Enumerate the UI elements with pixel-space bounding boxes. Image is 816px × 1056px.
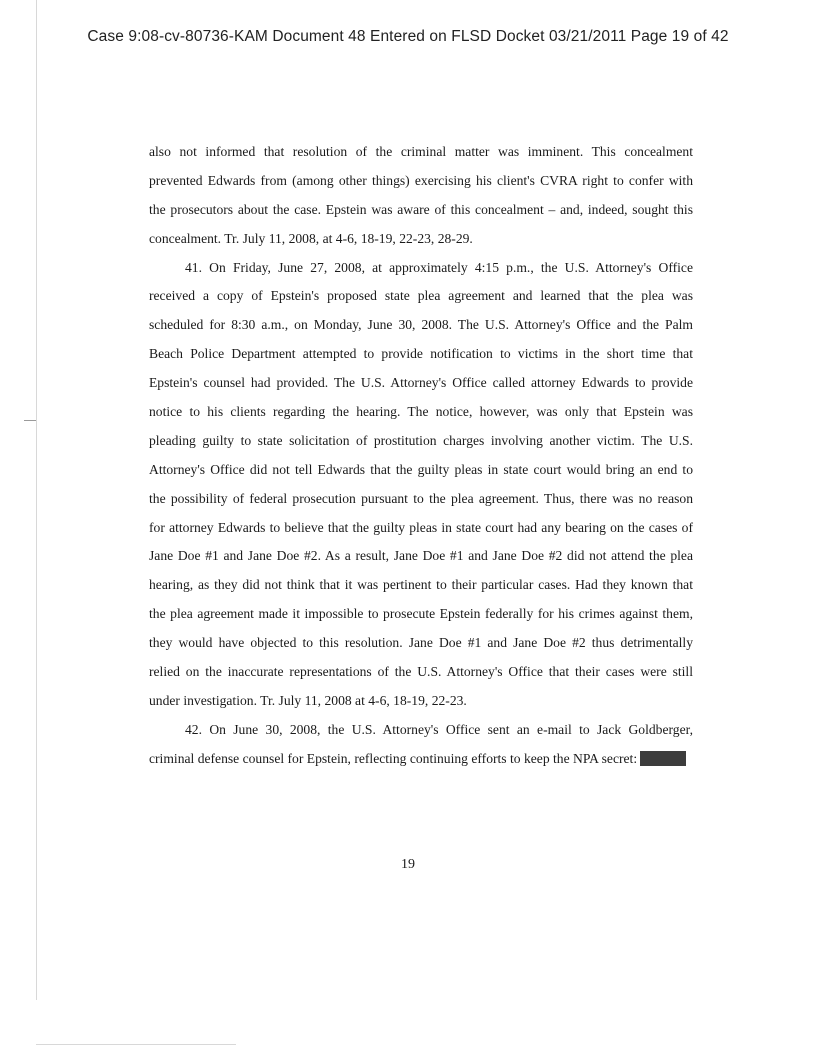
paragraph-41-first-line: 41. On Friday, June 27, 2008, at approximately 4:15 p.m., the U.S. Attorney's Office xyxy=(185,259,693,275)
text-line: they would have objected to this resolution. Jane Doe #1 and Jane Doe #2 thus detrimentally xyxy=(149,635,693,651)
document-body xyxy=(149,138,693,774)
text-line: for attorney Edwards to believe that the guilty pleas in state court had any bearing on the cases of xyxy=(149,519,693,535)
redaction-block xyxy=(640,751,686,766)
text-line: relied on the inaccurate representations of the U.S. Attorney's Office that their cases were still xyxy=(149,664,693,680)
paragraph-42-first-line: 42. On June 30, 2008, the U.S. Attorney's Office sent an e-mail to Jack Goldberger, xyxy=(185,721,693,737)
margin-tick-mark xyxy=(24,420,36,421)
text-line: Epstein's counsel had provided. The U.S. Attorney's Office called attorney Edwards to provide xyxy=(149,375,693,391)
margin-rule xyxy=(36,0,37,1000)
text-line: the plea agreement made it impossible to prosecute Epstein federally for his crimes against them, xyxy=(149,606,693,622)
text-line: Attorney's Office did not tell Edwards that the guilty pleas in state court would bring an end to xyxy=(149,461,693,477)
footer-rule xyxy=(36,1044,236,1045)
text-line: hearing, as they did not think that it was pertinent to their particular cases. Had they known that xyxy=(149,577,693,593)
text-line: scheduled for 8:30 a.m., on Monday, June 30, 2008. The U.S. Attorney's Office and the Palm xyxy=(149,317,693,333)
text-line: received a copy of Epstein's proposed state plea agreement and learned that the plea was xyxy=(149,288,693,304)
text-line: under investigation. Tr. July 11, 2008 at 4-6, 18-19, 22-23. xyxy=(149,692,467,708)
text-line: Jane Doe #1 and Jane Doe #2. As a result, Jane Doe #1 and Jane Doe #2 did not attend the plea xyxy=(149,548,693,564)
text-line: the prosecutors about the case. Epstein was aware of this concealment – and, indeed, sought this xyxy=(149,201,693,217)
text-line: the possibility of federal prosecution pursuant to the plea agreement. Thus, there was no reason xyxy=(149,490,693,506)
text-line: Beach Police Department attempted to provide notification to victims in the short time that xyxy=(149,346,693,362)
text-line: concealment. Tr. July 11, 2008, at 4-6, 18-19, 22-23, 28-29. xyxy=(149,230,473,246)
text-line: prevented Edwards from (among other things) exercising his client's CVRA right to confer with xyxy=(149,172,693,188)
text-line: also not informed that resolution of the criminal matter was imminent. This concealment xyxy=(149,144,693,159)
page-number: 19 xyxy=(401,857,415,872)
text-line-with-redaction xyxy=(149,745,693,774)
text-line: notice to his clients regarding the hearing. The notice, however, was only that Epstein was xyxy=(149,404,693,420)
docket-header: Case 9:08-cv-80736-KAM Document 48 Entered on FLSD Docket 03/21/2011 Page 19 of 42 xyxy=(87,28,729,45)
text-line: criminal defense counsel for Epstein, reflecting continuing efforts to keep the NPA secret: xyxy=(149,750,638,766)
text-line: pleading guilty to state solicitation of prostitution charges involving another victim. The U.S. xyxy=(149,432,693,448)
